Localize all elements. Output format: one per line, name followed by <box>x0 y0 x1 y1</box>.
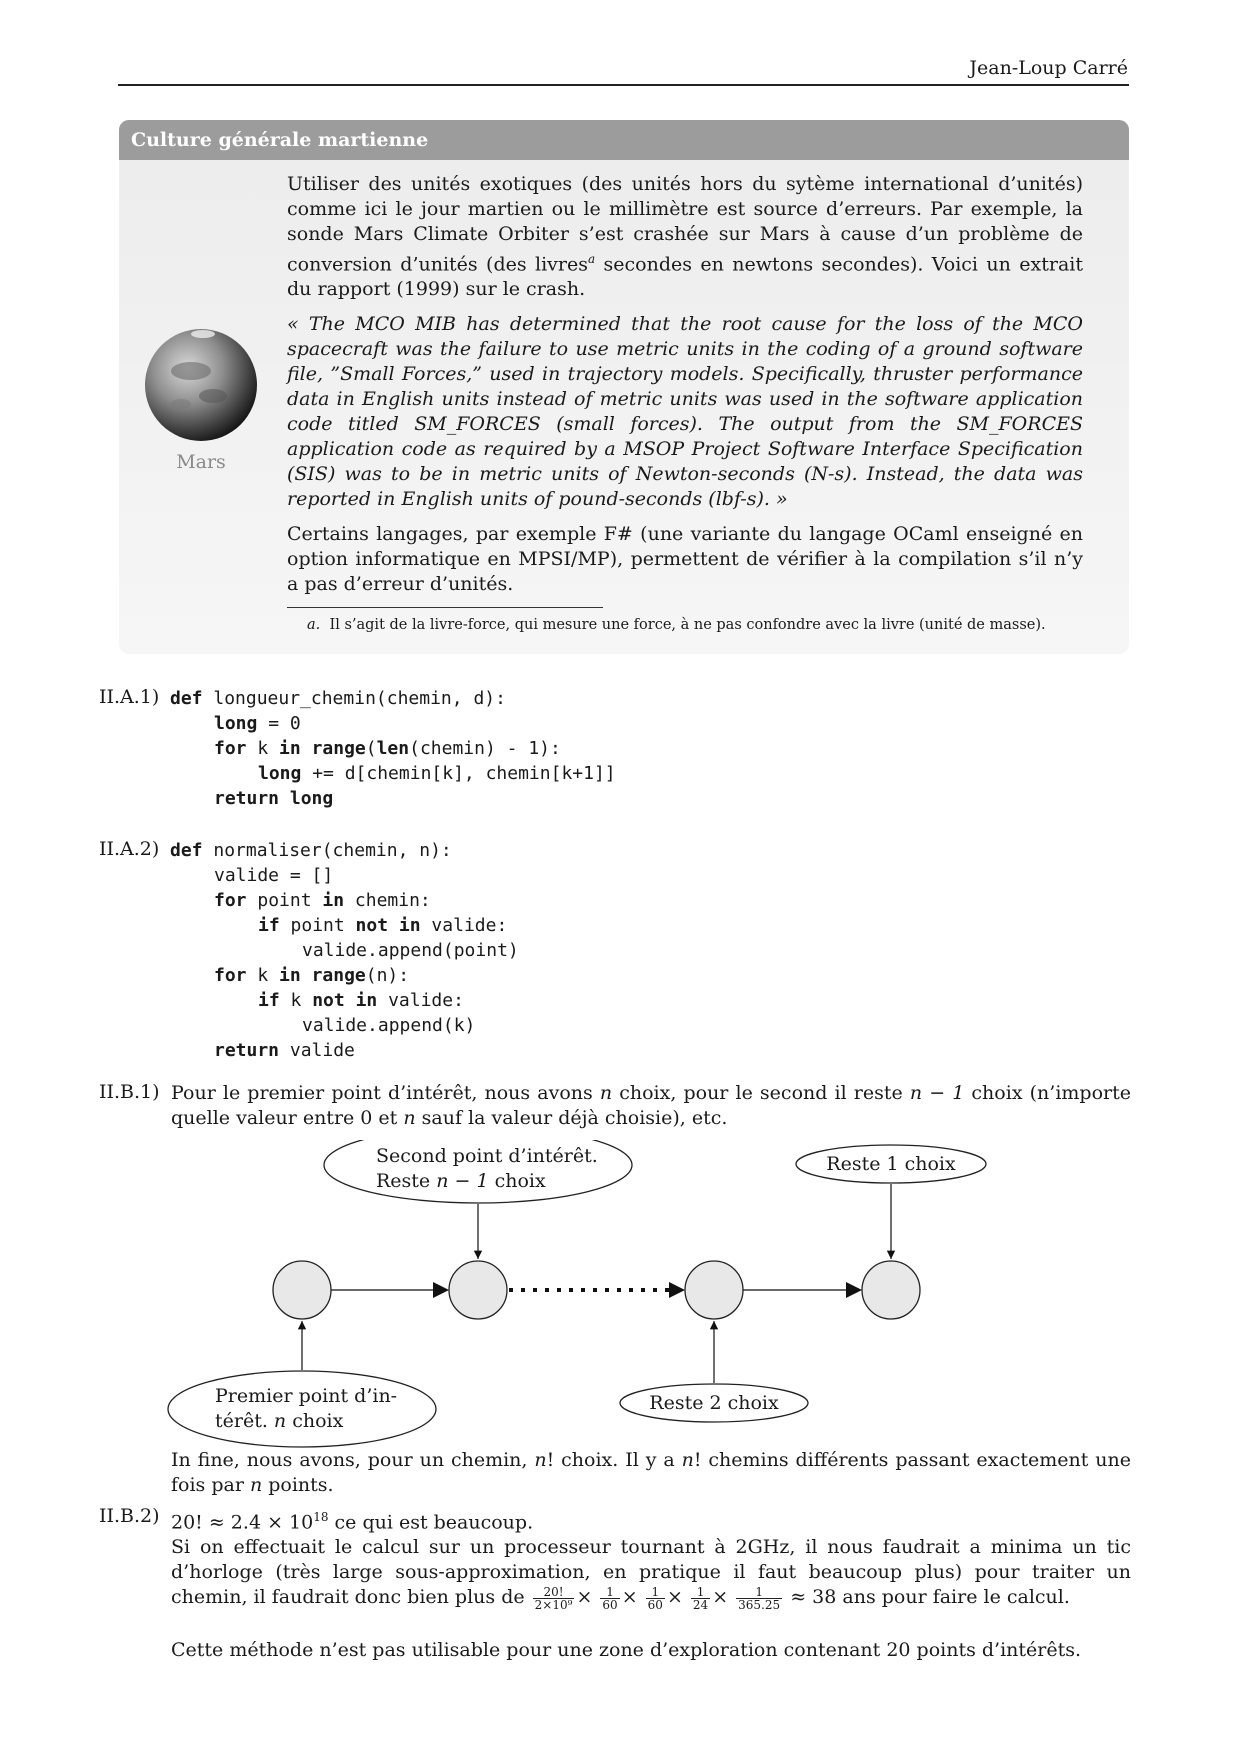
arrowhead-2-3 <box>669 1282 685 1298</box>
code-line: def normaliser(chemin, n): <box>170 840 452 861</box>
code-block-longueur-chemin <box>170 686 616 811</box>
code-line: valide.append(k) <box>302 1015 476 1036</box>
code-line: return valide <box>214 1040 355 1061</box>
mars-caption: Mars <box>176 451 226 473</box>
fraction-1: $\frac{20!}{\text{2×10⁹}}$ <box>534 1584 573 1612</box>
code-line: valide.append(point) <box>302 940 519 961</box>
fraction-4: $\frac{1}{24}$ <box>692 1584 709 1612</box>
code-line: def longueur_chemin(chemin, d): <box>170 688 506 709</box>
question-label-IIA2: II.A.2) <box>99 838 160 860</box>
question-label-IIA1: II.A.1) <box>99 686 160 708</box>
code-line: if point not in valide: <box>258 915 508 936</box>
b2-line3: Cette méthode n’est pas utilisable pour une zone d’exploration contenant 20 points d’intérêts. <box>171 1639 1082 1661</box>
b1-conclusion: In fine, nous avons, pour un chemin, n! choix. Il y a n! chemins différents passant exactement une fois par n points. <box>171 1449 1131 1496</box>
header-rule <box>118 84 1129 86</box>
fraction-5: $\frac{1}{365.25}$ <box>738 1584 781 1612</box>
code-block-normaliser <box>170 838 519 1063</box>
footnote-rule <box>287 607 603 608</box>
mars-culture-box <box>119 120 1129 654</box>
code-line: return long <box>214 788 334 809</box>
arrowhead-3-4 <box>846 1282 862 1298</box>
label-premier-l2: térêt. n choix <box>215 1410 344 1432</box>
mars-figure <box>141 326 261 473</box>
node-1 <box>273 1261 331 1319</box>
b1-intro: Pour le premier point d’intérêt, nous avons n choix, pour le second il reste n − 1 choix (n’importe quelle valeur entre 0 et n sauf la valeur déjà choisie), etc. <box>171 1082 1131 1129</box>
box-paragraph-1: Utiliser des unités exotiques (des unités hors du sytème international d’unités) comme ici le jour martien ou le millimètre est source d’erreurs. Par exemple, la sonde Mars Climate Orbiter s’est crashée sur Mars à cause d’un problème de conversion d’unités (des livres$^a$ secondes en newtons secondes). Voici un extrait du rapport (1999) sur le crash. <box>287 173 1083 301</box>
code-line: if k not in valide: <box>258 990 464 1011</box>
box-title: Culture générale martienne <box>119 120 1129 160</box>
code-line: valide = [] <box>214 865 334 886</box>
question-label-IIB2: II.B.2) <box>99 1505 160 1527</box>
svg-text:Reste 2 choix: Reste 2 choix <box>649 1392 779 1414</box>
footnote: a. Il s’agit de la livre-force, qui mesure une force, à ne pas confondre avec la livre (unité de masse). <box>307 617 1046 634</box>
b2-line1: 20! ≈ $2.4 \times 10^{18}$ ce qui est beaucoup. <box>171 1510 534 1534</box>
node-2 <box>449 1261 507 1319</box>
code-line: long = 0 <box>214 713 301 734</box>
box-paragraph-3: Certains langages, par exemple F# (une variante du langage OCaml enseigné en option informatique en MPSI/MP), permettent de vérifier à la compilation s’il n’y a pas d’erreur d’unités. <box>287 523 1083 596</box>
b2-paragraph: Si on effectuait le calcul sur un processeur tournant à 2GHz, il nous faudrait a minima un tic d’horloge (très large sous-approximation, en pratique il faut beaucoup plus) pour traiter un chemin, il faudrait donc bien plus de $\frac{20!}{\text{2×10⁹}}$ × $\frac{1}{60}$ × $\frac{1}{60}$ × $\frac{1}{24}$ × $\frac{1}{365.25}$ ≈ 38 ans pour faire le calcul. <box>171 1536 1131 1612</box>
fraction-2: $\frac{1}{60}$ <box>602 1584 618 1612</box>
fraction-3: $\frac{1}{60}$ <box>647 1584 663 1612</box>
code-line: long += d[chemin[k], chemin[k+1]] <box>258 763 616 784</box>
node-4 <box>862 1261 920 1319</box>
label-second-l2: Reste n − 1 choix <box>376 1170 546 1192</box>
arrowhead-1-2 <box>433 1282 449 1298</box>
code-line: for k in range(len(chemin) - 1): <box>214 738 561 759</box>
question-label-IIB1: II.B.1) <box>99 1081 160 1103</box>
label-premier-point <box>168 1371 436 1447</box>
node-3 <box>685 1261 743 1319</box>
svg-text:Reste 1 choix: Reste 1 choix <box>826 1153 956 1175</box>
code-line: for point in chemin: <box>214 890 431 911</box>
mars-planet-image <box>141 326 261 444</box>
box-body <box>287 172 1083 634</box>
code-line: for k in range(n): <box>214 965 410 986</box>
label-premier-l1: Premier point d’in- <box>215 1385 398 1407</box>
label-second-l1: Second point d’intérêt. <box>376 1145 598 1167</box>
path-choice-diagram <box>0 1140 1240 1450</box>
mco-report-quote: « The MCO MIB has determined that the root cause for the loss of the MCO spacecraft was the failure to use metric units in the coding of a ground software file, ”Small Forces,” used in trajectory models. Specifically, thruster performance data in English units instead of metric units was used in the software application code titled SM_FORCES (small forces). The output from the SM_FORCES application code as required by a MSOP Project Software Interface Specification (SIS) was to be in metric units of Newton-seconds (N-s). Instead, the data was reported in English units of pound-seconds (lbf-s). » <box>287 313 1083 511</box>
header-author: Jean-Loup Carré <box>969 57 1128 79</box>
